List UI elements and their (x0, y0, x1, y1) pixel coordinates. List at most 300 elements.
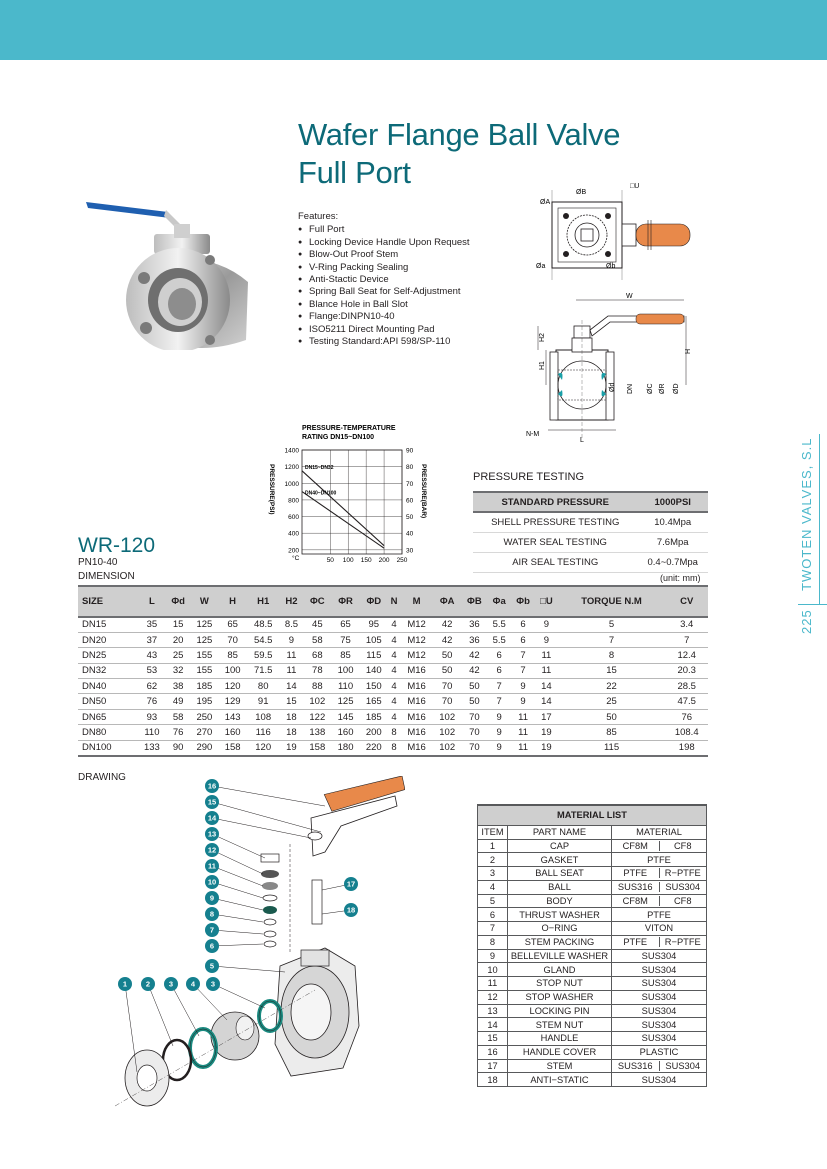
table-cell: DN25 (78, 648, 138, 663)
callout-number: 9 (209, 893, 215, 903)
table-cell: BELLEVILLE WASHER (508, 949, 612, 963)
drawing-label: DRAWING (78, 772, 126, 783)
table-cell: 6 (487, 663, 511, 678)
callout-leader (213, 984, 265, 1008)
table-cell: DN15 (78, 617, 138, 632)
table-header-cell: TORQUE N.M (558, 586, 666, 617)
callout-leader (212, 882, 263, 898)
table-cell: DN20 (78, 632, 138, 647)
table-cell: M16 (400, 679, 433, 694)
table-cell: 198 (665, 740, 708, 755)
table-cell: 88 (303, 679, 331, 694)
table-cell: 38 (166, 679, 190, 694)
table-cell: 90 (166, 740, 190, 755)
table-cell: THRUST WASHER (508, 908, 612, 922)
side-view-drawing (518, 290, 698, 450)
table-cell: 85 (331, 648, 359, 663)
chart-y2-tick: 50 (406, 514, 414, 522)
chart-series-line (302, 471, 384, 546)
table-header-cell: CV (665, 586, 708, 617)
callout-leader (212, 834, 265, 858)
table-header-cell: PART NAME (508, 825, 612, 839)
dim-label-H2: H2 (539, 333, 546, 342)
table-cell: 5.5 (487, 632, 511, 647)
table-row (78, 725, 708, 740)
table-cell: AIR SEAL TESTING (473, 552, 637, 572)
table-cell: DN65 (78, 709, 138, 724)
table-cell: 180 (331, 740, 359, 755)
table-cell: ANTI−STATIC (508, 1073, 612, 1087)
features-list (298, 211, 470, 348)
table-cell: 9 (280, 632, 304, 647)
table-cell: 45 (303, 617, 331, 632)
table-cell: 70 (433, 694, 461, 709)
chart-y2-tick: 60 (406, 497, 414, 505)
pressure-temperature-chart (262, 416, 442, 576)
table-cell: 11 (511, 709, 535, 724)
table-cell: M16 (400, 694, 433, 709)
side-rule-tick (798, 604, 827, 605)
table-cell: 9 (487, 740, 511, 755)
table-row (478, 963, 707, 977)
table-cell (612, 867, 707, 881)
table-row (78, 694, 708, 709)
table-cell: 85 (558, 725, 666, 740)
pressure-testing-title: PRESSURE TESTING (473, 471, 585, 483)
table-cell: 8 (478, 935, 508, 949)
table-cell: 11 (535, 663, 557, 678)
valve-photo (78, 190, 268, 350)
table-cell: SUS304 (612, 949, 707, 963)
table-cell: 43 (138, 648, 166, 663)
table-cell: 11 (280, 663, 304, 678)
table-cell: 70 (433, 679, 461, 694)
chart-y-tick: 1000 (284, 480, 299, 488)
table-header-cell: MATERIAL (612, 825, 707, 839)
table-cell: 5.5 (487, 617, 511, 632)
table-row (478, 867, 707, 881)
table-cell: 35 (138, 617, 166, 632)
table-cell: SUS304 (612, 990, 707, 1004)
table-cell: 50 (461, 694, 487, 709)
chart-y2-tick: 90 (406, 447, 414, 455)
table-cell: STEM NUT (508, 1018, 612, 1032)
table-cell: 1 (478, 839, 508, 853)
material-value: CF8 (673, 840, 692, 851)
material-value: CF8 (673, 895, 692, 906)
table-row (478, 1032, 707, 1046)
material-value: R−PTFE (664, 868, 701, 879)
table-header-cell: Φd (166, 586, 190, 617)
table-cell: 32 (166, 663, 190, 678)
table-cell: 42 (461, 648, 487, 663)
table-cell: 7 (511, 663, 535, 678)
callout-number: 16 (207, 781, 217, 791)
table-cell: 18 (280, 725, 304, 740)
table-cell: DN32 (78, 663, 138, 678)
callout-leader (148, 984, 173, 1046)
chart-title-line-1: PRESSURE-TEMPERATURE (302, 425, 396, 432)
table-cell: 70 (461, 709, 487, 724)
table-cell: M16 (400, 663, 433, 678)
callout-number: 6 (209, 941, 215, 951)
chart-ylabel: PRESSURE(PSI) (268, 464, 275, 515)
table-cell: BALL SEAT (508, 867, 612, 881)
table-row (78, 632, 708, 647)
table-cell: 50 (433, 648, 461, 663)
table-cell: 17 (478, 1059, 508, 1073)
table-cell: 22 (558, 679, 666, 694)
side-caption (797, 436, 817, 636)
unit-label: (unit: mm) (660, 573, 701, 583)
table-header-cell: Φa (487, 586, 511, 617)
table-cell: 250 (190, 709, 218, 724)
table-cell: 143 (219, 709, 247, 724)
table-cell: 100 (331, 663, 359, 678)
table-cell: 76 (665, 709, 708, 724)
table-row (478, 935, 707, 949)
table-cell: SHELL PRESSURE TESTING (473, 512, 637, 532)
table-cell: 10.4Mpa (637, 512, 708, 532)
table-cell: 110 (331, 679, 359, 694)
table-cell: DN80 (78, 725, 138, 740)
table-cell: 6 (511, 632, 535, 647)
callout-number: 7 (209, 925, 215, 935)
table-header-cell: H1 (247, 586, 280, 617)
table-cell: 155 (190, 663, 218, 678)
table-header-cell: ΦR (331, 586, 359, 617)
table-cell: 8 (388, 725, 400, 740)
chart-y2label: PRESSURE(BAR) (420, 464, 427, 519)
table-cell: 270 (190, 725, 218, 740)
material-value: PTFE (612, 937, 660, 947)
dim-label-D: ØD (673, 383, 680, 394)
top-view-drawing (530, 180, 700, 290)
features-heading: Features: (298, 211, 339, 222)
chart-y-tick: 200 (288, 547, 299, 555)
table-cell: M16 (400, 709, 433, 724)
table-cell: 9 (535, 632, 557, 647)
table-row (78, 648, 708, 663)
table-cell: 91 (247, 694, 280, 709)
table-cell: 4 (388, 648, 400, 663)
chart-series-label: DN15~DN32 (305, 464, 334, 471)
chart-y2-tick: 70 (406, 480, 414, 488)
feature-item: ● Anti-Stactic Device (298, 274, 470, 286)
table-cell: 138 (303, 725, 331, 740)
material-value: CF8M (612, 896, 660, 906)
table-cell: 11 (511, 740, 535, 755)
table-cell: 9 (478, 949, 508, 963)
table-cell: 3 (478, 867, 508, 881)
table-row (478, 1073, 707, 1087)
dim-label-L: L (580, 437, 584, 444)
feature-item: ● V-Ring Packing Sealing (298, 262, 470, 274)
table-cell: 36 (461, 617, 487, 632)
callout-number: 10 (207, 877, 217, 887)
callout-number: 3 (210, 979, 216, 989)
table-cell: M16 (400, 725, 433, 740)
dim-label-H: H (685, 348, 692, 354)
table-cell: PTFE (612, 908, 707, 922)
table-cell: 6 (487, 648, 511, 663)
table-cell (612, 935, 707, 949)
material-list-table (477, 804, 707, 1087)
feature-item: ● Locking Device Handle Upon Request (298, 237, 470, 249)
feature-item: ● Spring Ball Seat for Self-Adjustment (298, 286, 470, 298)
table-row (478, 949, 707, 963)
callout-number: 13 (207, 829, 217, 839)
table-header-cell: ΦC (303, 586, 331, 617)
dim-label-U: □U (630, 183, 640, 190)
table-cell: 19 (535, 740, 557, 755)
dim-label-DN: DN (627, 383, 634, 394)
table-cell (612, 1059, 707, 1073)
table-cell: 12 (478, 990, 508, 1004)
table-header-row (78, 586, 708, 617)
table-cell: BODY (508, 894, 612, 908)
chart-x-tick: 150 (360, 557, 372, 564)
table-cell: 11 (535, 648, 557, 663)
side-rule (819, 434, 820, 604)
table-cell: 20 (166, 632, 190, 647)
table-cell: HANDLE (508, 1032, 612, 1046)
feature-item: ● Testing Standard:API 598/SP-110 (298, 336, 470, 348)
callout-number: 11 (208, 861, 216, 871)
table-cell: 62 (138, 679, 166, 694)
table-cell: 5 (478, 894, 508, 908)
table-cell: 25 (558, 694, 666, 709)
table-row (473, 512, 708, 532)
table-cell: 11 (478, 977, 508, 991)
table-cell: 70 (461, 740, 487, 755)
chart-y2-tick: 40 (406, 530, 414, 538)
table-cell: 7 (487, 679, 511, 694)
table-cell: 12.4 (665, 648, 708, 663)
table-row (78, 679, 708, 694)
table-cell: 185 (360, 709, 388, 724)
feature-item: ● Blance Hole in Ball Slot (298, 299, 470, 311)
table-cell: 102 (433, 709, 461, 724)
table-cell: 4 (388, 617, 400, 632)
table-cell: 9 (535, 617, 557, 632)
table-cell (612, 880, 707, 894)
table-cell: 7 (558, 632, 666, 647)
callout-number: 2 (145, 979, 151, 989)
title-line-2: Full Port (298, 155, 411, 190)
chart-y-tick: 800 (288, 497, 299, 505)
dimension-table (78, 585, 708, 757)
table-cell: 145 (331, 709, 359, 724)
table-cell: 68 (303, 648, 331, 663)
table-row (478, 839, 707, 853)
table-cell: DN50 (78, 694, 138, 709)
table-cell: 4 (388, 709, 400, 724)
table-cell: 20.3 (665, 663, 708, 678)
feature-item: ● ISO5211 Direct Mounting Pad (298, 324, 470, 336)
table-cell: 120 (219, 679, 247, 694)
callout-number: 15 (207, 797, 217, 807)
table-cell: 160 (331, 725, 359, 740)
company-name: TWOTEN VALVES, S.L (799, 437, 814, 591)
table-header-cell: SIZE (78, 586, 138, 617)
callout-leader (212, 818, 311, 838)
chart-title-line-2: RATING DN15~DN100 (302, 434, 375, 441)
table-cell: 18 (280, 709, 304, 724)
table-row (478, 977, 707, 991)
callout-number: 8 (209, 909, 215, 919)
table-cell: STEM (508, 1059, 612, 1073)
table-cell: 19 (535, 725, 557, 740)
table-cell: 4 (388, 694, 400, 709)
table-cell: 11 (280, 648, 304, 663)
callout-leader (212, 786, 325, 806)
callout-leader (212, 944, 263, 946)
table-cell: 70 (219, 632, 247, 647)
table-cell: DN40 (78, 679, 138, 694)
table-cell: 65 (331, 617, 359, 632)
table-header-cell: STANDARD PRESSURE (473, 492, 637, 512)
table-cell: 165 (360, 694, 388, 709)
table-cell: PTFE (612, 853, 707, 867)
material-value: SUS304 (665, 1060, 701, 1071)
table-cell: M12 (400, 632, 433, 647)
pressure-testing-table (473, 491, 708, 573)
table-cell: 37 (138, 632, 166, 647)
material-value: R−PTFE (664, 937, 701, 948)
table-row (478, 990, 707, 1004)
table-cell: 7 (511, 648, 535, 663)
table-cell: GLAND (508, 963, 612, 977)
chart-xlabel: °C (292, 555, 300, 562)
table-cell: 158 (219, 740, 247, 755)
dim-label-W: W (626, 293, 633, 300)
callout-number: 5 (209, 961, 215, 971)
top-banner (0, 0, 827, 60)
table-cell: 2 (478, 853, 508, 867)
callout-leader (212, 802, 321, 832)
table-cell: 6 (478, 908, 508, 922)
table-cell: 116 (247, 725, 280, 740)
table-cell: 155 (190, 648, 218, 663)
material-value: PTFE (612, 868, 660, 878)
table-cell: GASKET (508, 853, 612, 867)
dimension-label: DIMENSION (78, 571, 135, 582)
table-row (478, 922, 707, 936)
chart-x-tick: 50 (326, 557, 334, 564)
table-cell: O−RING (508, 922, 612, 936)
table-cell: 17 (535, 709, 557, 724)
table-cell: 200 (360, 725, 388, 740)
table-cell: BALL (508, 880, 612, 894)
table-cell: 15 (280, 694, 304, 709)
table-cell: 58 (303, 632, 331, 647)
table-cell: 58 (166, 709, 190, 724)
table-cell: 4 (388, 663, 400, 678)
table-cell: 54.5 (247, 632, 280, 647)
table-cell: 14 (535, 694, 557, 709)
table-cell: 80 (247, 679, 280, 694)
table-cell: 53 (138, 663, 166, 678)
material-value: CF8M (612, 841, 660, 851)
table-row (78, 617, 708, 632)
table-cell: 15 (558, 663, 666, 678)
table-cell: 105 (360, 632, 388, 647)
table-cell: 6 (511, 617, 535, 632)
dim-label-H1: H1 (539, 361, 546, 370)
table-cell: M12 (400, 617, 433, 632)
chart-series-label: DN40~DN100 (305, 490, 337, 497)
table-cell: 140 (360, 663, 388, 678)
callout-leader (212, 966, 285, 972)
callout-number: 3 (168, 979, 174, 989)
table-header-cell: ΦA (433, 586, 461, 617)
table-cell: 50 (558, 709, 666, 724)
model-number: WR-120 (78, 534, 156, 557)
table-cell: SUS304 (612, 977, 707, 991)
table-cell: SUS304 (612, 1004, 707, 1018)
table-cell: CAP (508, 839, 612, 853)
table-row (473, 552, 708, 572)
table-cell: 8 (558, 648, 666, 663)
exploded-drawing (115, 776, 405, 1116)
table-cell: 7.6Mpa (637, 532, 708, 552)
dim-label-C: ØC (647, 383, 654, 394)
callout-number: 18 (346, 905, 356, 915)
table-cell: 120 (247, 740, 280, 755)
table-cell: 14 (280, 679, 304, 694)
table-cell: 49 (166, 694, 190, 709)
table-cell: 4 (388, 679, 400, 694)
table-cell: M12 (400, 648, 433, 663)
table-cell: STOP NUT (508, 977, 612, 991)
table-cell: VITON (612, 922, 707, 936)
callout-number: 14 (207, 813, 217, 823)
table-cell: STEM PACKING (508, 935, 612, 949)
table-cell: 71.5 (247, 663, 280, 678)
table-cell: 76 (166, 725, 190, 740)
table-cell: 108.4 (665, 725, 708, 740)
page-number: 225 (799, 609, 814, 634)
table-cell: 160 (219, 725, 247, 740)
table-header-row (478, 825, 707, 839)
table-cell: 129 (219, 694, 247, 709)
table-cell: 9 (511, 679, 535, 694)
table-cell: 7 (487, 694, 511, 709)
table-cell: 11 (511, 725, 535, 740)
callout-leader (212, 898, 263, 910)
table-cell: 102 (433, 725, 461, 740)
callout-leader (212, 866, 263, 886)
table-header-cell: W (190, 586, 218, 617)
table-cell: SUS304 (612, 1032, 707, 1046)
table-header-cell: 1000PSI (637, 492, 708, 512)
table-cell: SUS304 (612, 963, 707, 977)
callout-leader (171, 984, 199, 1036)
table-cell (612, 894, 707, 908)
table-cell: 15 (166, 617, 190, 632)
pressure-nominal: PN10-40 (78, 557, 118, 568)
table-cell: 195 (190, 694, 218, 709)
table-cell: 50 (461, 679, 487, 694)
table-cell: 125 (190, 617, 218, 632)
chart-y-tick: 600 (288, 514, 299, 522)
chart-x-tick: 250 (396, 557, 408, 564)
dim-label-d: Ød (609, 382, 616, 392)
table-cell: WATER SEAL TESTING (473, 532, 637, 552)
table-cell: 290 (190, 740, 218, 755)
table-cell: 75 (331, 632, 359, 647)
